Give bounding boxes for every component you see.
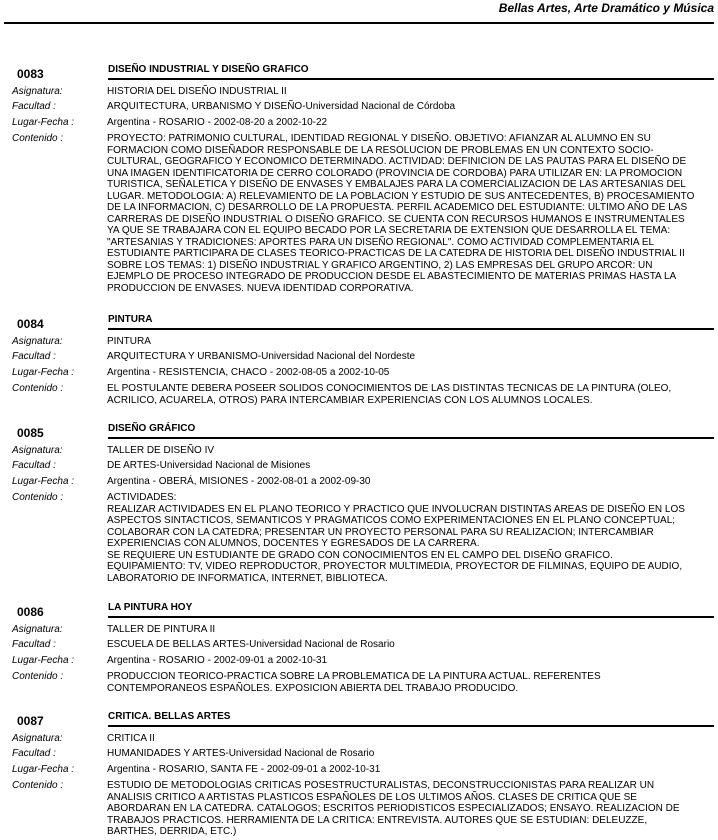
entry-title-rule	[108, 328, 714, 330]
contenido-line: LABORATORIO DE INFORMATICA, INTERNET, BIBLIOTECA.	[107, 572, 388, 584]
entry-title-rule	[108, 78, 714, 80]
field-label: Asignatura:	[12, 86, 63, 97]
field-value: ARQUITECTURA, URBANISMO Y DISEÑO-Universidad Nacional de Córdoba	[107, 101, 456, 112]
field-label: Lugar-Fecha :	[12, 117, 75, 128]
field-value: ARQUITECTURA Y URBANISMO-Universidad Nacional del Nordeste	[107, 351, 416, 362]
contenido-line: CARRERAS DE DISEÑO INDUSTRIAL O DISEÑO GRAFICO. SE CUENTA CON RECURSOS HUMANOS E INSTRUMENTALES	[107, 213, 685, 225]
contenido-line: BARTHES, DERRIDA, ETC.)	[107, 826, 237, 837]
contenido-line: PRODUCCION DE ENVASES. NUEVA IDENTIDAD CORPORATIVA.	[107, 282, 414, 294]
field-label: Asignatura:	[12, 445, 63, 456]
field-label: Facultad :	[12, 101, 56, 112]
field-value: CRITICA II	[107, 733, 155, 744]
field-value: TALLER DE PINTURA II	[107, 624, 216, 635]
field-value-contenido	[107, 671, 702, 694]
page-header-rule	[4, 22, 714, 24]
contenido-line: EXPERIENCIAS CON ALUMNOS, DOCENTES Y EGRESADOS DE LA CARRERA.	[107, 538, 480, 549]
field-value: Argentina - ROSARIO, SANTA FE - 2002-09-01 a 2002-10-31	[107, 764, 381, 775]
field-label: Lugar-Fecha :	[12, 476, 75, 487]
contenido-line: PROYECTO: PATRIMONIO CULTURAL, IDENTIDAD REGIONAL Y DISEÑO. OBJETIVO: AFIANZAR AL ALUMNO EN SU	[107, 133, 651, 144]
field-value: DE ARTES-Universidad Nacional de Misiones	[107, 460, 311, 471]
entry-title: DISEÑO INDUSTRIAL Y DISEÑO GRAFICO	[108, 64, 309, 75]
contenido-line: ACRILICO, ACUARELA, OTROS) PARA INTERCAMBIAR EXPERIENCIAS CON LOS ALUMNOS LOCALES.	[107, 394, 593, 406]
entry-number: 0083	[17, 67, 44, 81]
field-label: Contenido :	[12, 671, 64, 682]
contenido-line: CONTEMPORANEOS ESPAÑOLES. EXPOSICION ABIERTA DEL TRABAJO PRODUCIDO.	[107, 682, 519, 694]
contenido-line: ESTUDIANTE PARTICIPARA DE CLASES TEORICO-PRACTICAS DE LA CATEDRA DE HISTORIA DEL DISEÑO INDUSTRIAL II	[107, 248, 685, 259]
field-value: Argentina - OBERÁ, MISIONES - 2002-08-01 a 2002-09-30	[107, 476, 371, 487]
contenido-line: TURISTICA, SEÑALETICA Y DISEÑO DE ENVASES Y EMBALAJES PARA LA COMERCIALIZACION DE LAS ARTESANIAS DEL	[107, 179, 686, 190]
field-value-contenido	[107, 780, 702, 838]
entry-title: DISEÑO GRÁFICO	[108, 423, 196, 434]
contenido-line: PRODUCCION TEORICO-PRACTICA SOBRE LA PROBLEMATICA DE LA PINTURA ACTUAL. REFERENTES	[107, 671, 601, 682]
field-value-contenido	[107, 383, 702, 406]
field-label: Facultad :	[12, 351, 56, 362]
contenido-line: YA QUE SE TRABAJARA CON EL EQUIPO BECADO POR LA SECRETARIA DE EXTENSION QUE DESARROLLA EL TEMA:	[107, 225, 671, 236]
field-value: HUMANIDADES Y ARTES-Universidad Nacional de Rosario	[107, 748, 375, 759]
contenido-line: SE REQUIERE UN ESTUDIANTE DE GRADO CON CONOCIMIENTOS EN EL CAMPO DEL DISEÑO GRAFICO.	[107, 549, 613, 561]
contenido-line: COLABORAR CON LA CATEDRA; PRESENTAR UN PROYECTO PERSONAL PARA SU REALIZACION; INTERCAMBIAR	[107, 526, 654, 538]
contenido-line: ASPECTOS SINTACTICOS, SEMANTICOS Y PRAGMATICOS COMO EXPERIMENTACIONES EN EL PLANO CONCEPTUAL;	[107, 515, 676, 526]
field-value: ESCUELA DE BELLAS ARTES-Universidad Nacional de Rosario	[107, 639, 395, 650]
field-value: PINTURA	[107, 336, 151, 347]
field-value: Argentina - RESISTENCIA, CHACO - 2002-08-05 a 2002-10-05	[107, 367, 390, 378]
field-value: HISTORIA DEL DISEÑO INDUSTRIAL II	[107, 86, 287, 97]
entry-title: CRITICA. BELLAS ARTES	[108, 711, 231, 722]
contenido-line: TRABAJOS PRACTICOS. HERRAMIENTA DE LA CRITICA: ENTREVISTA. AUTORES QUE SE ESTUDIAN: DELEUZZE,	[107, 814, 648, 826]
contenido-line: LUGAR. METODOLOGIA: A) RELEVAMIENTO DE LA POBLACION Y ESTUDIO DE SUS ANTECEDENTES, B) PROCESAMIENTO	[107, 190, 695, 202]
field-label: Facultad :	[12, 639, 56, 650]
field-label: Contenido :	[12, 383, 64, 394]
entry-title: PINTURA	[108, 314, 153, 325]
contenido-line: UNA IMAGEN IDENTIFICATORIA DE CERRO COLORADO (PROVINCIA DE CORDOBA) PARA UTILIZAR EN: LA PROMOCION	[107, 167, 683, 179]
page-header	[0, 0, 718, 26]
field-label: Facultad :	[12, 748, 56, 759]
contenido-line: EL POSTULANTE DEBERA POSEER SOLIDOS CONOCIMIENTOS DE LAS DISTINTAS TECNICAS DE LA PINTURA (OLEO,	[107, 383, 672, 394]
contenido-line: EJEMPLO DE PROCESO INTEGRADO DE PRODUCCION DESDE EL ABASTECIMIENTO DE MATERIAS PRIMAS HASTA LA	[107, 271, 677, 282]
contenido-line: ACTIVIDADES:	[107, 492, 177, 503]
contenido-line: ABORDARAN EN LA CATEDRA. CATALOGOS; ESCRITOS PERIODISTICOS ESPECIALIZADOS; ENSAYO. REALIZACION DE	[107, 803, 680, 814]
contenido-line: FORMACION COMO DISEÑADOR RESPONSABLE DE LA RESOLUCION DE PROBLEMAS EN UN CONTEXTO SOCIO-	[107, 144, 654, 156]
field-label: Facultad :	[12, 460, 56, 471]
contenido-line: REALIZAR ACTIVIDADES EN EL PLANO TEORICO Y PRACTICO QUE INVOLUCRAN DISTINTAS AREAS DE DISEÑO EN LOS	[107, 503, 685, 515]
field-label: Asignatura:	[12, 624, 63, 635]
contenido-line: SOBRE LOS TEMAS: 1) DISEÑO INDUSTRIAL Y GRAFICO ARGENTINO, 2) LAS EMPRESAS DEL GRUPO ARCOR: UN	[107, 259, 653, 271]
entry-number: 0086	[17, 605, 44, 619]
contenido-line: CULTURAL, GEOGRAFICO Y ECONOMICO DETERMINADO. ACTIVIDAD: DEFINICION DE LAS PAUTAS PARA EL DISEÑO DE	[107, 156, 687, 167]
contenido-line: "ARTESANIAS Y TRADICIONES: APORTES PARA UN DISEÑO REGIONAL". COMO ACTIVIDAD COMPLEMENTARIA EL	[107, 236, 655, 248]
entry-title: LA PINTURA HOY	[108, 602, 193, 613]
contenido-line: ESTUDIO DE METODOLOGIAS CRITICAS POSESTRUCTURALISTAS, DECONSTRUCCIONISTAS PARA REALIZAR UN	[107, 780, 655, 791]
field-label: Contenido :	[12, 780, 64, 791]
field-label: Asignatura:	[12, 336, 63, 347]
field-label: Lugar-Fecha :	[12, 764, 75, 775]
field-value-contenido	[107, 133, 702, 294]
field-label: Contenido :	[12, 133, 64, 144]
contenido-line: DE LA INFORMACION, C) DESARROLLO DE LA PROPUESTA. PERFIL ACADEMICO DEL ESTUDIANTE: ULTIMO AÑO DE LAS	[107, 202, 688, 213]
field-value: TALLER DE DISEÑO IV	[107, 445, 215, 456]
entry-title-rule	[108, 616, 714, 618]
field-label: Contenido :	[12, 492, 64, 503]
field-label: Asignatura:	[12, 733, 63, 744]
field-value-contenido	[107, 492, 702, 584]
contenido-line: EQUIPAMIENTO: TV, VIDEO REPRODUCTOR, PROYECTOR MULTIMEDIA, PROYECTOR DE FILMINAS, EQUIPO DE AUDIO,	[107, 561, 683, 572]
field-value: Argentina - ROSARIO - 2002-09-01 a 2002-10-31	[107, 655, 328, 666]
field-label: Lugar-Fecha :	[12, 367, 75, 378]
field-label: Lugar-Fecha :	[12, 655, 75, 666]
entry-number: 0084	[17, 317, 44, 331]
contenido-line: ANALISIS CRITICO A ARTISTAS PLASTICOS ESPAÑOLES DE LOS ULTIMOS AÑOS. CLASES DE CRITICA QUE SE	[107, 791, 637, 803]
entry-title-rule	[108, 725, 714, 727]
field-value: Argentina - ROSARIO - 2002-08-20 a 2002-10-22	[107, 117, 328, 128]
entry-number: 0087	[17, 714, 44, 728]
entry-title-rule	[108, 437, 714, 439]
entry-number: 0085	[17, 426, 44, 440]
page-header-title: Bellas Artes, Arte Dramático y Música	[498, 1, 714, 15]
